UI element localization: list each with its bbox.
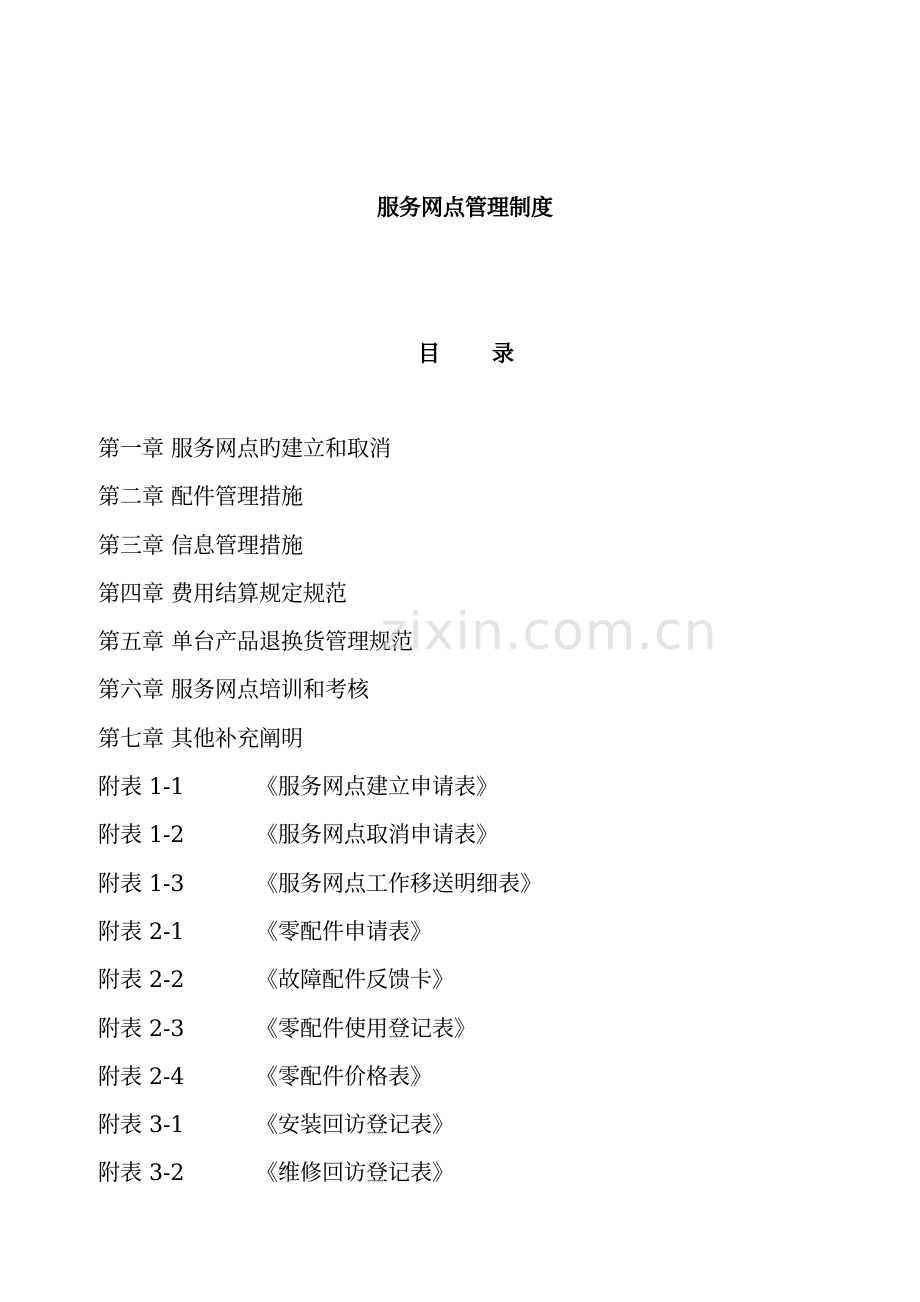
appendix-code: 附表 2-3 bbox=[98, 1016, 185, 1042]
toc-appendix-1-1[interactable] bbox=[98, 768, 858, 816]
toc-appendix-2-4[interactable] bbox=[98, 1058, 858, 1106]
toc-chapter-7[interactable]: 第七章 其他补充阐明 bbox=[98, 726, 303, 752]
toc-appendix-2-3[interactable] bbox=[98, 1010, 858, 1058]
appendix-title: 《零配件价格表》 bbox=[256, 1064, 433, 1090]
toc-appendix-2-1[interactable] bbox=[98, 913, 858, 961]
toc-heading: 目录 bbox=[417, 342, 566, 367]
appendix-code: 附表 1-2 bbox=[98, 823, 185, 849]
document-title: 服务网点管理制度 bbox=[376, 196, 553, 221]
appendix-title: 《服务网点工作移送明细表》 bbox=[256, 871, 543, 897]
appendix-code: 附表 2-1 bbox=[98, 919, 185, 945]
appendix-code: 附表 2-4 bbox=[98, 1064, 185, 1090]
toc-chapter-5[interactable]: 第五章 单台产品退换货管理规范 bbox=[98, 630, 413, 656]
appendix-title: 《安装回访登记表》 bbox=[256, 1113, 455, 1139]
appendix-code: 附表 1-3 bbox=[98, 871, 185, 897]
toc-appendix-2-2[interactable] bbox=[98, 961, 858, 1009]
appendix-title: 《维修回访登记表》 bbox=[256, 1161, 455, 1187]
appendix-code: 附表 1-1 bbox=[98, 775, 185, 801]
appendix-title: 《零配件申请表》 bbox=[256, 919, 433, 945]
watermark: zixin.com.cn bbox=[380, 602, 718, 662]
toc-chapter-2[interactable]: 第二章 配件管理措施 bbox=[98, 485, 303, 511]
toc-appendix-3-1[interactable] bbox=[98, 1106, 858, 1154]
toc-appendix-1-2[interactable] bbox=[98, 816, 858, 864]
appendix-title: 《服务网点建立申请表》 bbox=[256, 775, 499, 801]
table-of-contents bbox=[98, 430, 858, 1203]
appendix-code: 附表 2-2 bbox=[98, 968, 185, 994]
toc-appendix-3-2[interactable] bbox=[98, 1154, 858, 1202]
appendix-title: 《服务网点取消申请表》 bbox=[256, 823, 499, 849]
toc-appendix-1-3[interactable] bbox=[98, 865, 858, 913]
toc-chapter-1[interactable]: 第一章 服务网点旳建立和取消 bbox=[98, 437, 391, 462]
appendix-title: 《故障配件反馈卡》 bbox=[256, 968, 455, 994]
appendix-code: 附表 3-2 bbox=[98, 1161, 185, 1187]
appendix-title: 《零配件使用登记表》 bbox=[256, 1016, 477, 1042]
toc-chapter-6[interactable]: 第六章 服务网点培训和考核 bbox=[98, 678, 369, 704]
toc-chapter-4[interactable]: 第四章 费用结算规定规范 bbox=[98, 581, 347, 607]
toc-chapter-3[interactable]: 第三章 信息管理措施 bbox=[98, 533, 303, 559]
appendix-code: 附表 3-1 bbox=[98, 1113, 185, 1139]
